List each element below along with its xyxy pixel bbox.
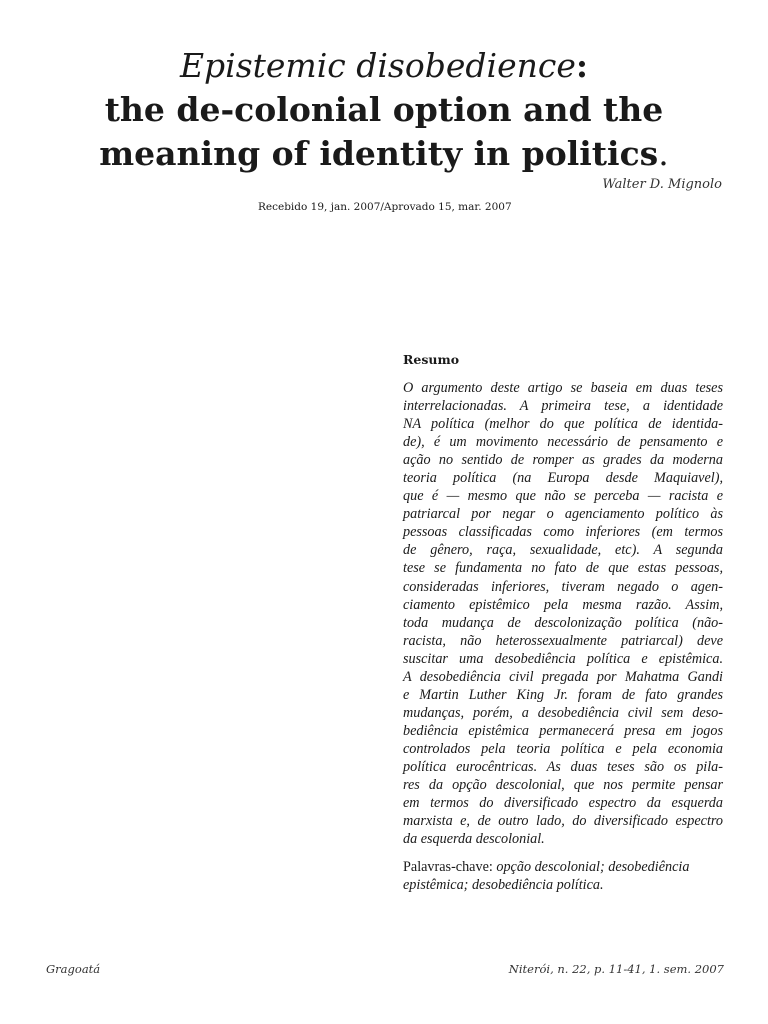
abstract-line: bediência epistêmica permanecerá presa em jogos (403, 722, 723, 739)
abstract-line: pessoas classificadas como inferiores (em termos (403, 524, 723, 541)
keywords-label: Palavras-chave: (403, 859, 493, 876)
title-line-2: the de-colonial option and the (104, 90, 664, 129)
title-period: . (658, 134, 669, 173)
abstract-line: de gênero, raça, sexualidade, etc). A segunda (403, 542, 723, 559)
abstract-line: consideradas inferiores, tiveram negado o agen- (403, 578, 723, 595)
abstract-line: política eurocêntricas. As duas teses são os pila- (403, 758, 723, 775)
abstract-line: suscitar uma desobediência política e epistêmica. (403, 650, 723, 667)
title-italic-part: Epistemic disobedience (179, 46, 576, 85)
footer-citation: Niterói, n. 22, p. 11-41, 1. sem. 2007 (508, 962, 724, 976)
abstract-section (403, 352, 723, 894)
abstract-line: da esquerda descolonial. (403, 831, 545, 848)
abstract-line: marxista e, de outro lado, do diversificado espectro (403, 813, 723, 830)
title-line-3-text: meaning of identity in politics (99, 134, 659, 173)
abstract-line: toda mudança de descolonização política (não- (403, 614, 723, 631)
footer-journal-name: Gragoatá (46, 962, 101, 976)
keywords-line-1 (403, 858, 723, 876)
keywords (403, 858, 723, 894)
abstract-line: res da opção descolonial, que nos permite pensar (403, 777, 723, 794)
abstract-line: ação no sentido de romper as grades da moderna (403, 452, 723, 469)
abstract-line: tese se fundamenta no fato de que estas pessoas, (403, 560, 723, 577)
abstract-line: que é — mesmo que não se perceba — racista e (403, 488, 723, 505)
abstract-line: NA política (melhor do que política de identida- (403, 416, 723, 433)
abstract-line: racista, não heterossexualmente patriarcal) deve (403, 632, 723, 649)
abstract-line: interrelacionadas. A primeira tese, a identidade (403, 398, 723, 415)
keywords-values-1: opção descolonial; desobediência (496, 859, 690, 876)
abstract-heading: Resumo (403, 352, 460, 367)
keywords-values-2: epistêmica; desobediência política. (403, 877, 604, 894)
author-name: Walter D. Mignolo (602, 177, 722, 192)
title-line-3 (60, 132, 708, 176)
abstract-line: ciamento epistêmico pela mesma razão. Assim, (403, 596, 723, 613)
article-title (60, 44, 708, 176)
abstract-line: teoria política (na Europa desde Maquiavel), (403, 470, 723, 487)
received-approved-dates: Recebido 19, jan. 2007/Aprovado 15, mar. 2007 (258, 201, 512, 213)
abstract-line: mudanças, porém, a desobediência civil sem deso- (403, 704, 723, 721)
title-colon: : (575, 46, 589, 85)
title-line-1 (60, 44, 708, 88)
abstract-line: e Martin Luther King Jr. foram de fato grandes (403, 686, 723, 703)
abstract-line: A desobediência civil pregada por Mahatma Gandi (403, 668, 723, 685)
abstract-line: em termos do diversificado espectro da esquerda (403, 795, 723, 812)
abstract-body (403, 379, 723, 848)
abstract-line: O argumento deste artigo se baseia em duas teses (403, 380, 723, 396)
abstract-line: patriarcal por negar o agenciamento político às (403, 506, 723, 523)
abstract-line: controlados pela teoria política e pela economia (403, 740, 723, 757)
abstract-line: de), é um movimento necessário de pensamento e (403, 434, 723, 451)
